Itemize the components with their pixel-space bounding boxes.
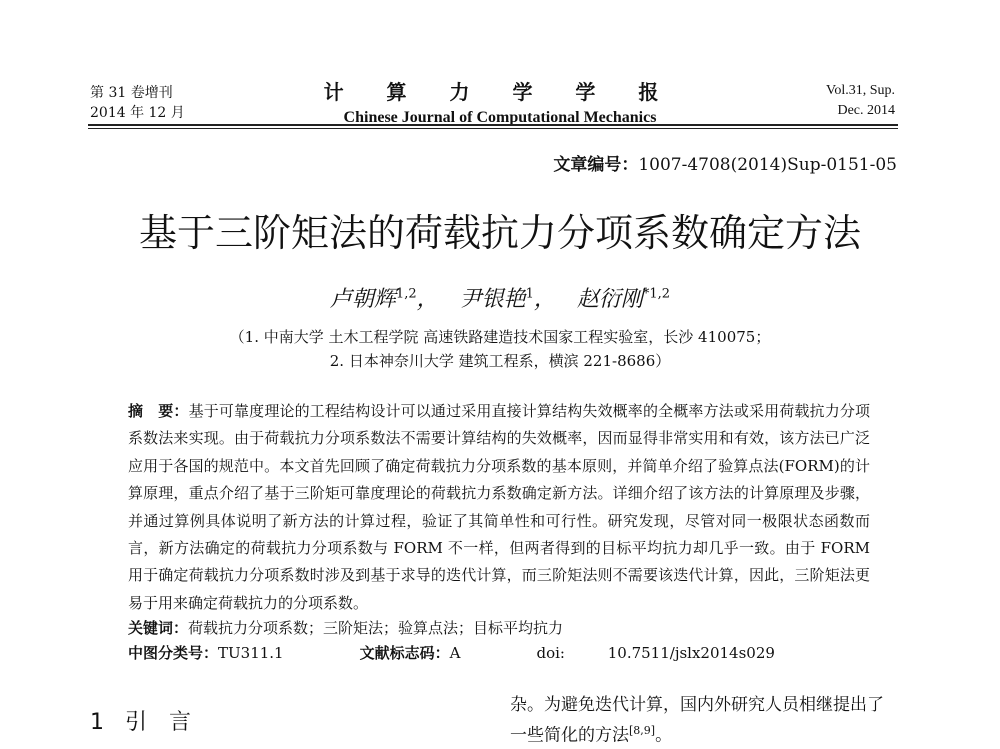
document-code — [360, 644, 499, 662]
body-line-2-text: 一些简化的方法 — [510, 725, 629, 746]
body-line-1: 杂。为避免迭代计算，国内外研究人员相继提出了 — [510, 695, 884, 715]
clc-code — [128, 644, 322, 662]
classification-line — [128, 642, 851, 663]
section-heading — [90, 705, 191, 736]
article-number-value: 1007-4708(2014)Sup-0151-05 — [638, 155, 897, 175]
header-rule-thick — [88, 124, 898, 126]
article-number — [553, 150, 897, 175]
doc-value: A — [449, 644, 461, 662]
date-cn: 2014 年 12 月 — [90, 105, 185, 121]
doi — [536, 644, 812, 662]
author-affiliation-mark: 1 — [525, 286, 534, 302]
volume-cn: 第 31 卷增刊 — [90, 85, 173, 101]
journal-name-cn: 计 算 力 学 学 报 — [323, 80, 677, 104]
citation: [8,9] — [629, 724, 656, 737]
clc-value: TU311.1 — [218, 644, 284, 662]
doc-label: 文献标志码： — [359, 644, 450, 662]
doi-label: doi: — [536, 644, 565, 662]
header-rule-thin — [88, 128, 898, 129]
article-number-label: 文章编号： — [553, 155, 639, 175]
author-name: 赵衍刚 — [576, 287, 643, 312]
body-paragraph — [510, 692, 900, 749]
author-name: 尹银艳 — [459, 287, 526, 312]
abstract — [128, 398, 870, 617]
author-list: 卢朝辉$^{1,2}$， 尹银艳$^1$， 赵衍刚$^{*1,2}$ — [329, 286, 671, 312]
keywords-text: 荷载抗力分项系数；三阶矩法；验算点法；目标平均抗力 — [188, 619, 564, 637]
keywords — [128, 617, 563, 638]
journal-name-en: Chinese Journal of Computational Mechanics — [343, 109, 657, 126]
author-name: 卢朝辉 — [329, 287, 396, 312]
section-title: 引 言 — [124, 710, 191, 735]
volume-en: Vol.31, Sup. — [826, 83, 895, 98]
abstract-text: 基于可靠度理论的工程结构设计可以通过采用直接计算结构失效概率的全概率方法或采用荷载抗力分项系数法来实现。由于荷载抗力分项系数法不需要计算结构的失效概率，因而显得非常实用和有效，该方法已广泛应用于各国的规范中。本文首先回顾了确定荷载抗力分项系数的基本原则，并简单介绍了验算点法(FORM)的计算原理，重点介绍了基于三阶矩可靠度理论的荷载抗力系数确定新方法。详细介绍了该方法的计算原理及步骤，并通过算例具体说明了新方法的计算过程，验证了其简单性和可行性。研究发现，尽管对同一极限状态函数而言，新方法确定的荷载抗力分项系数与 FORM 不一样，但两者得到的目标平均抗力却几乎一致。由于 FORM 用于确定荷载抗力分项系数时涉及到基于求导的迭代计算，而三阶矩法则不需要该迭代计算，因此，三阶矩法更易于用来确定荷载抗力的分项系数。 — [128, 402, 870, 612]
keywords-label: 关键词： — [128, 619, 189, 637]
date-en: Dec. 2014 — [837, 103, 895, 118]
affiliation-2: 2. 日本神奈川大学 建筑工程系，横滨 221-8686） — [329, 352, 671, 370]
author-affiliation-mark: *1,2 — [642, 286, 671, 302]
paper-title: 基于三阶矩法的荷载抗力分项系数确定方法 — [138, 211, 861, 255]
body-line-2 — [510, 718, 900, 749]
journal-volume-en — [826, 81, 895, 121]
abstract-label: 摘 要： — [128, 402, 189, 420]
section-number: 1 — [90, 710, 104, 735]
body-line-2-end: 。 — [655, 725, 673, 746]
doi-value: 10.7511/jslx2014s029 — [607, 644, 775, 662]
author-affiliation-mark: 1,2 — [395, 286, 417, 302]
clc-label: 中图分类号： — [128, 644, 219, 662]
affiliation-1: （1. 中南大学 土木工程学院 高速铁路建造技术国家工程实验室，长沙 410075； — [229, 328, 771, 346]
